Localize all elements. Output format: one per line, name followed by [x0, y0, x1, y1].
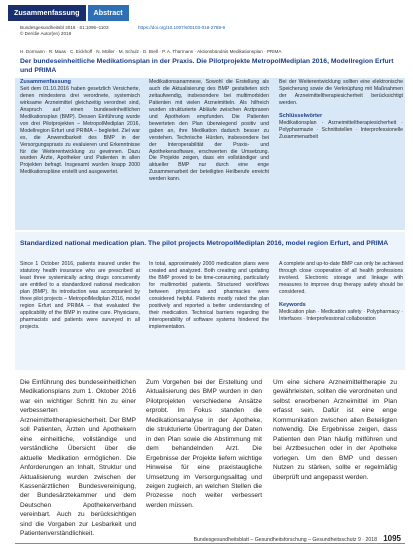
copyright-notice: © Der/die Autor(en) 2018 [20, 31, 72, 36]
english-abstract-text-1: Since 1 October 2016, patients insured under the statutory health insurance who are prescribed at least three systemically acting drugs concurrently are entitled to a standardized national medication plan (BMP). Its introduction was accompanied by three pilot projects – MetropolMediplan 2016, model region Erfurt and PRIMA – that evaluated the applicability of the BMP in routine care. Physicians, pharmacists and patients were surveyed in all projects. [20, 261, 140, 330]
german-summary-text-1: Seit dem 01.10.2016 haben gesetzlich Versicherte, denen mindestens drei verordnete, systemisch wirksame Arzneimittel gleichzeitig verordnet sind, Anspruch auf einen bundeseinheitlichen Medikationsplan (BMP). Dessen Einführung wurde von drei Pilotprojekten – MetropolMediplan 2016, Modellregion Erfurt und PRIMA – begleitet. Ziel war es, die Anwendbarkeit des BMP in der Versorgungspraxis zu evaluieren und Erkenntnisse für die Weiterentwicklung zu gewinnen. Dazu wurden Ärzte, Apotheker und Patienten in allen Projekten befragt. Insgesamt wurden knapp 2000 Medikationspläne erstellt und ausgewertet. [20, 85, 140, 176]
german-title: Der bundeseinheitliche Medikationsplan in der Praxis. Die Pilotprojekte MetropolMediplan 2016, Modellregion Erfurt und PRIMA [20, 58, 394, 74]
tab-abstract[interactable]: Abstract [88, 5, 129, 21]
keywords-label-de: Schlüsselwörter [279, 112, 323, 119]
body-text-col3 [273, 378, 397, 482]
body-paragraph-3: Um eine sichere Arzneimitteltherapie zu gewährleisten, sollten die verordneten und selbst erworbenen Arzneimittel im Plan erfasst sein. Dafür ist eine enge Kommunikation zwischen allen Beteiligten notwendig. Die Ergebnisse zeigen, dass Patienten den Plan häufig mitführen und bei Arztbesuchen oder in der Apotheke vorlegen. Um den BMP und dessen Nutzen zu stärken, sollte er regelmäßig überprüft und angepasst werden. [273, 379, 397, 481]
english-title: Standardized national medication plan. The pilot projects MetropolMediplan 2016, model region Erfurt, and PRIMA [20, 240, 389, 247]
doi-link[interactable]: https://doi.org/10.1007/s00103-018-2789-9 [138, 25, 226, 30]
citation-block [20, 25, 225, 37]
section-tabs [8, 5, 129, 21]
german-summary-text-2: Medikationsanamnese, Sowohl die Erstellung als auch die Aktualisierung des BMP gestalteten sich zeitaufwendig, insbesondere bei multimorbiden Patienten mit vielen Arzneimitteln. Als hilfreich wurden strukturierte Abläufe zwischen Arztpraxen und Apotheken empfunden. Die Patienten bewerteten den Plan überwiegend positiv und gaben an, ihre Medikation dadurch besser zu verstehen. Technische Hürden, insbesondere bei der Interoperabilität der Praxis- und Apothekensoftware, erschwerten die Umsetzung. Die Projekte zeigen, dass ein vollständiger und aktueller BMP nur durch eine enge Zusammenarbeit der beteiligten Heilberufe erreicht werden kann. [149, 79, 269, 183]
footer-divider [15, 543, 405, 544]
body-paragraph-2: Zum Vorgehen bei der Erstellung und Aktualisierung des BMP wurden in den Pilotprojekten verschiedene Ansätze erprobt. Im Fokus standen die Medikationsanalyse in der Apotheke, die strukturierte Übertragung der Daten in den Plan sowie die Abstimmung mit dem behandelnden Arzt. Die Ergebnisse der Projekte liefern wichtige Hinweise für eine praxistaugliche Umsetzung im Versorgungsalltag und zeigen zugleich, an welchen Stellen die Prozesse noch weiter verbessert werden müssen. [146, 379, 262, 509]
author-list: H. Dormann · R. Maas · C. Eickhoff · N. Müller · M. Schulz · D. Brell · P. A. Thürmann · Aktionsbündnis Medikationsplan · PRIMA [20, 49, 282, 54]
english-abstract-text-3: A complete and up-to-date BMP can only be achieved through close cooperation of all health professions involved. Electronic storage and linkage with measures to improve drug therapy safety should be considered. [279, 261, 403, 295]
summary-section-label: Zusammenfassung [20, 79, 71, 85]
english-abstract-col1 [20, 261, 140, 331]
english-abstract-col2 [149, 261, 269, 331]
german-summary-text-3: Bei der Weiterentwicklung sollten eine elektronische Speicherung sowie die Verknüpfung mit Maßnahmen der Arzneimitteltherapiesicherheit berücksichtigt werden. [279, 79, 403, 106]
english-abstract-text-2: In total, approximately 2000 medication plans were created and analyzed. Both creating and updating the BMP proved to be time-consuming, particularly for multimorbid patients. Structured workflows between physicians and pharmacies were considered helpful. Patients mostly rated the plan positively and reported a better understanding of their medication. Technical barriers regarding the interoperability of software systems hindered the implementation. [149, 261, 269, 330]
footer-journal: Bundesgesundheitsblatt – Gesundheitsforschung – Gesundheitsschutz 9 · 2018 [193, 537, 377, 543]
keywords-de: Medikationsplan · Arzneimitteltherapiesicherheit · Polypharmazie · Schnittstellen · Interprofessionelle Zusammenarbeit [279, 119, 403, 140]
german-summary-col1 [20, 79, 140, 176]
english-abstract-col3 [279, 261, 403, 323]
page-number: 1095 [383, 534, 401, 543]
german-summary-col2 [149, 79, 269, 183]
body-text-col1 [20, 378, 136, 539]
german-summary-col3 [279, 79, 403, 141]
tab-zusammenfassung[interactable]: Zusammenfassung [8, 5, 86, 21]
body-paragraph-1: Die Einführung des bundeseinheitlichen Medikationsplans zum 1. Oktober 2016 war ein wichtiger Schritt hin zu einer verbesserten Arzneimitteltherapiesicherheit. Der BMP soll Patienten, Ärzten und Apothekern eine einheitliche, vollständige und verständliche Übersicht über die aktuelle Medikation ermöglichen. Die Anforderungen an Inhalt, Struktur und Aktualisierung wurden zwischen der Kassenärztlichen Bundesvereinigung, der Bundesärztekammer und dem Deutschen Apothekerverband vereinbart. Auch zu berücksichtigen sind die Vorgaben zur Lesbarkeit und Patientenverständlichkeit. [20, 379, 136, 538]
body-text-col2 [146, 378, 262, 510]
journal-citation: Bundesgesundheitsbl 2018 · 61:1095–1103 [20, 25, 109, 30]
keywords-en: Medication plan · Medication safety · Polypharmacy · Interfaces · Interprofessional collaboration [279, 308, 403, 322]
keywords-label-en: Keywords [279, 301, 306, 308]
